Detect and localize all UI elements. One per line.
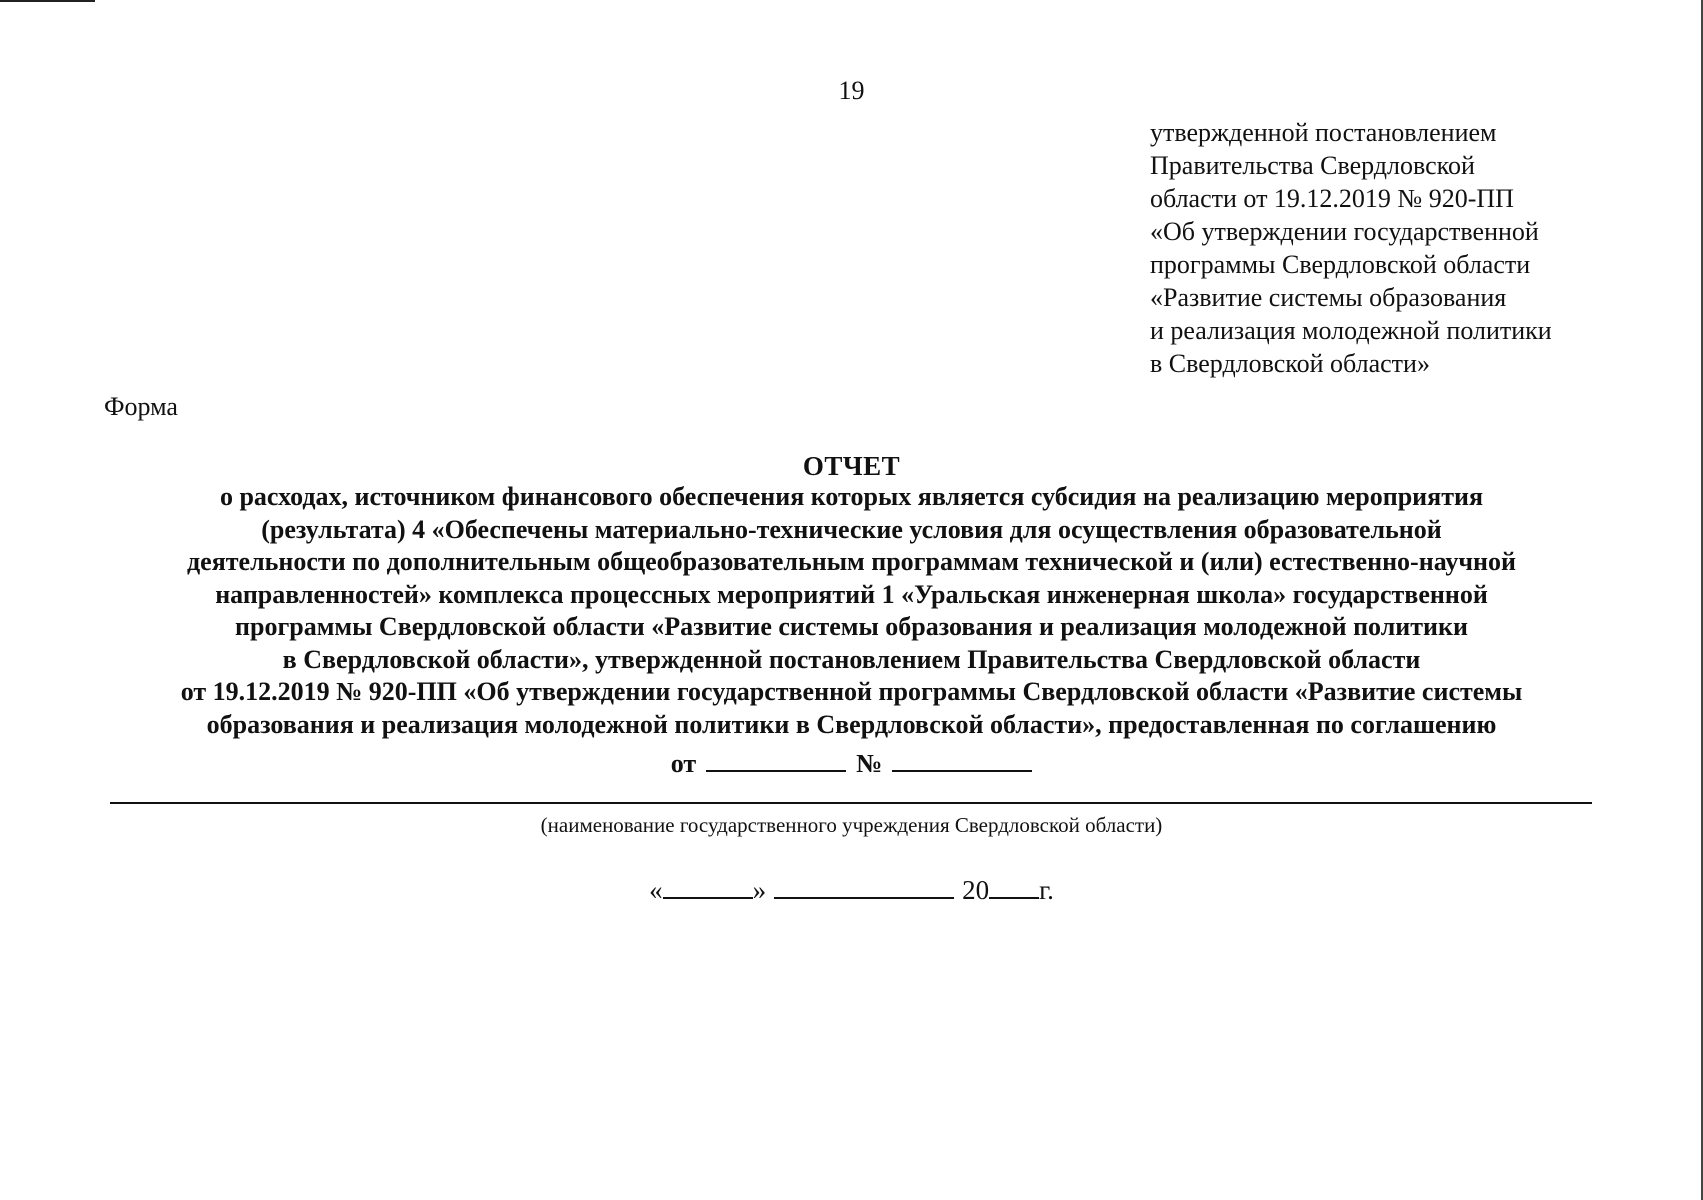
date-year-prefix: 20	[962, 875, 990, 905]
institution-caption: (наименование государственного учреждения Свердловской области)	[540, 813, 1163, 837]
approval-line: Правительства Свердловской	[1150, 151, 1475, 180]
subtitle-line: (результата) 4 «Обеспечены материально-технические условия для осуществления образовательной	[261, 514, 1442, 544]
approval-line: программы Свердловской области	[1150, 250, 1531, 279]
date-open-quote: «	[649, 875, 663, 905]
page-number: 19	[838, 76, 865, 105]
approval-line: и реализация молодежной политики	[1150, 316, 1552, 345]
subtitle-line: направленностей» комплекса процессных мероприятий 1 «Уральская инженерная школа» государственной	[215, 579, 1488, 609]
approval-line: утвержденной постановлением	[1150, 118, 1497, 147]
subtitle-line: образования и реализация молодежной политики в Свердловской области», предоставленная по соглашению	[206, 709, 1497, 739]
approval-line: «Развитие системы образования	[1150, 283, 1507, 312]
report-subtitle	[100, 481, 1603, 741]
form-label: Форма	[104, 392, 178, 421]
approval-note	[1150, 116, 1690, 380]
date-year-blank[interactable]	[989, 875, 1039, 899]
subtitle-line: программы Свердловской области «Развитие системы образования и реализация молодежной политики	[235, 612, 1468, 641]
date-year-suffix: г.	[1039, 875, 1054, 905]
approval-line: в Свердловской области»	[1150, 349, 1430, 378]
subtitle-line: деятельности по дополнительным общеобразовательным программам технической и (или) естественно-научной	[187, 547, 1516, 576]
institution-name-blank[interactable]	[110, 802, 1592, 804]
approval-line: «Об утверждении государственной	[1150, 217, 1539, 246]
approval-line: области от 19.12.2019 № 920-ПП	[1150, 184, 1514, 213]
date-month-blank[interactable]	[774, 875, 954, 899]
agreement-number-label: №	[856, 749, 883, 778]
agreement-number-blank[interactable]	[892, 748, 1032, 772]
scan-edge-mark	[0, 0, 95, 2]
date-close-quote: »	[752, 875, 767, 905]
report-date-line	[0, 874, 1703, 906]
subtitle-line: от 19.12.2019 № 920-ПП «Об утверждении государственной программы Свердловской области «Развитие системы	[180, 677, 1523, 706]
report-title: ОТЧЕТ	[802, 451, 901, 481]
agreement-line	[0, 748, 1703, 780]
subtitle-line: в Свердловской области», утвержденной постановлением Правительства Свердловской области	[282, 644, 1421, 674]
subtitle-line: о расходах, источником финансового обеспечения которых является субсидия на реализацию мероприятия	[219, 482, 1484, 511]
agreement-from-label: от	[670, 749, 697, 778]
date-day-blank[interactable]	[663, 875, 753, 899]
agreement-date-blank[interactable]	[706, 748, 846, 772]
